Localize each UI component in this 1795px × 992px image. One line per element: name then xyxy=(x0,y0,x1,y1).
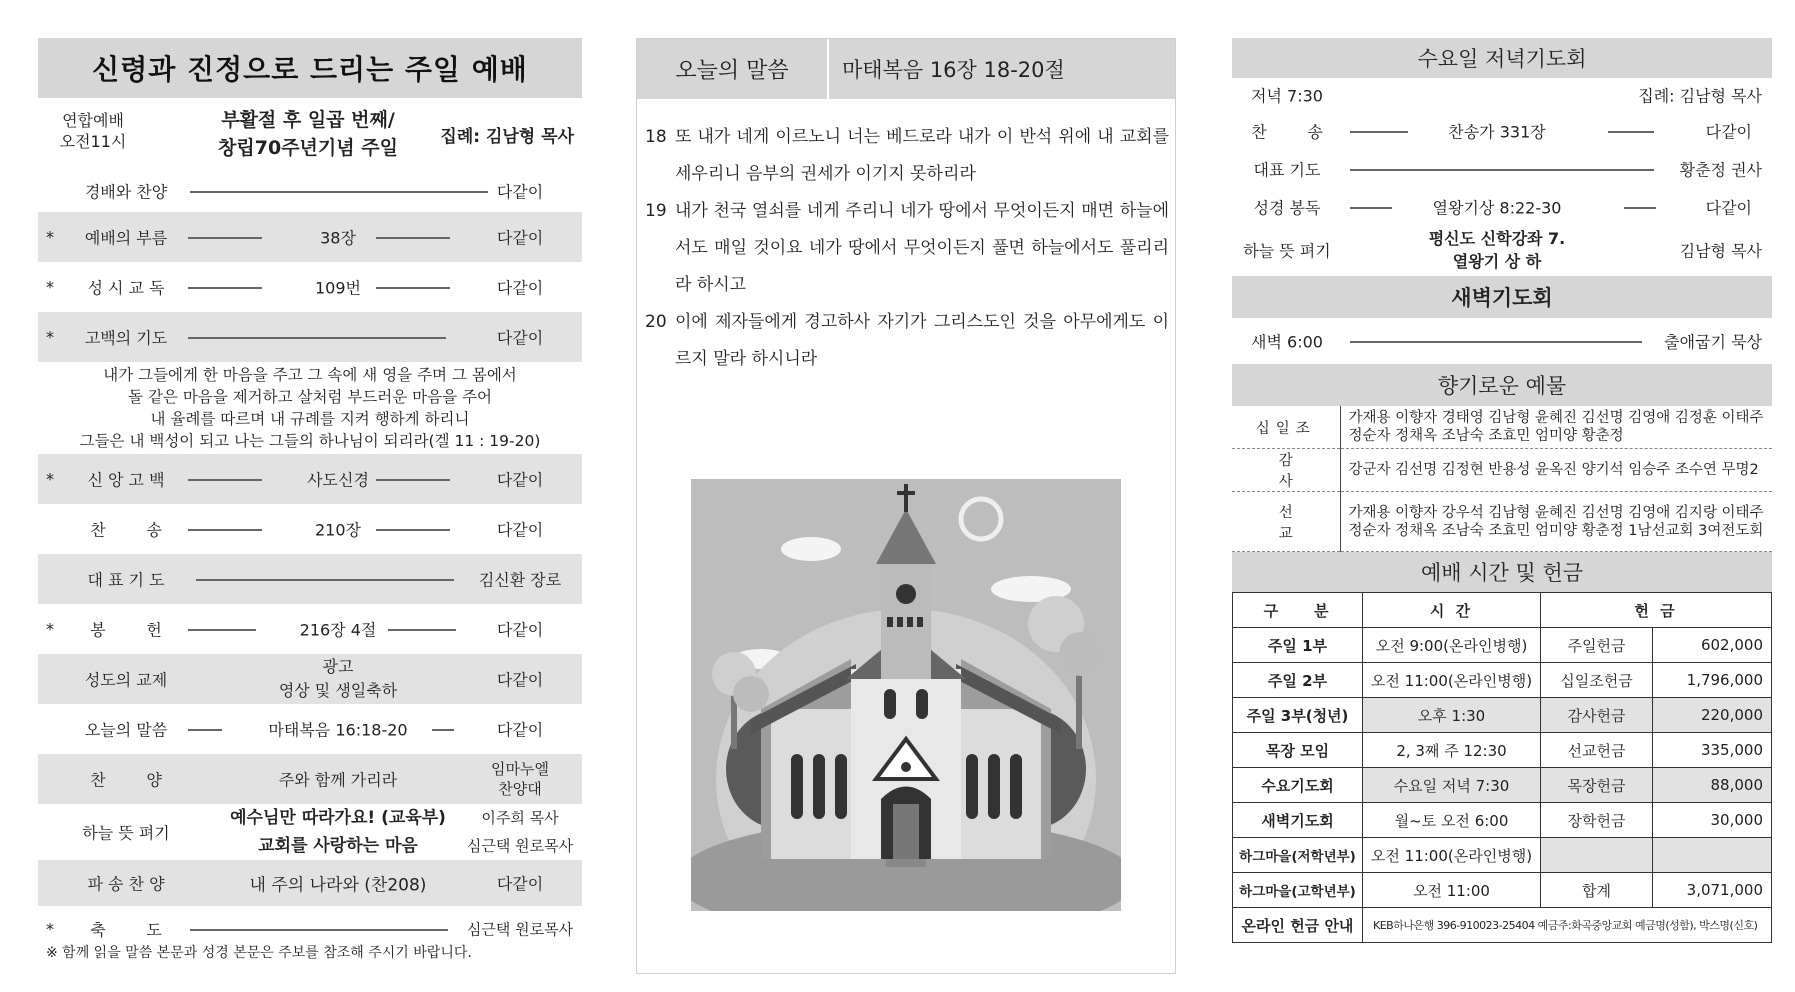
service-theme: 부활절 후 일곱 번째/ 창립70주년기념 주일 xyxy=(218,109,398,159)
divider-line xyxy=(1350,169,1654,171)
divider-line xyxy=(1624,207,1656,209)
verse: 20 이에 제자들에게 경고하사 자기가 그리스도인 것을 아무에게도 이르지 말라 하시니라 xyxy=(645,312,1169,369)
church-illustration-icon xyxy=(691,479,1121,911)
order-item: 하늘 뜻 펴기 예수님만 따라가요! (교육부) 교회를 사랑하는 마음 이주희 목사 심근택 원로목사 xyxy=(82,808,574,856)
order-item: * 신 앙 고 백 사도신경 다같이 xyxy=(38,454,582,504)
wednesday-item: 성경 봉독 열왕기상 8:22-30 다같이 xyxy=(1253,198,1752,218)
order-item: 파 송 찬 양 내 주의 나라와 (찬208) 다같이 xyxy=(38,860,582,906)
table-row: 온라인 헌금 안내 KEB하나은행 396-910023-25404 예금주:화곡중앙교회 예금명(성함), 박스명(신호) xyxy=(1233,908,1772,943)
order-item: 대 표 기 도 김신환 장로 xyxy=(38,554,582,604)
scripture-text xyxy=(637,99,1175,378)
todays-word-title: 오늘의 말씀 xyxy=(675,58,789,84)
table-row: 주일 1부 오전 9:00(온라인병행) 주일헌금 602,000 xyxy=(1233,628,1772,663)
table-row: 목장 모임 2, 3째 주 12:30 선교헌금 335,000 xyxy=(1233,733,1772,768)
table-row: 하그마을(저학년부) 오전 11:00(온라인병행) xyxy=(1233,838,1772,873)
list-item: 십일조 가재용 이향자 경태영 김남형 윤혜진 김선명 김영애 김정훈 이태주 정순자 정채옥 조남숙 조효민 엄미양 황춘정 xyxy=(1232,406,1772,449)
header-divider xyxy=(827,39,829,99)
divider-line xyxy=(196,579,454,581)
sunday-worship-order xyxy=(38,38,582,961)
todays-word-panel xyxy=(636,38,1176,974)
divider-line xyxy=(432,729,454,731)
table-row: 주일 3부(청년) 오후 1:30 감사헌금 220,000 xyxy=(1233,698,1772,733)
confession-verse: 내가 그들에게 한 마음을 주고 그 속에 새 영을 주며 그 몸에서 돌 같은 마음을 제거하고 살처럼 부드러운 마음을 주어 내 율례를 따르며 내 규례를 지켜 행하게 하리니 그들은 내 백성이 되고 나는 그들의 하나님이 되리라(겔 11 : 19-20) xyxy=(79,366,541,450)
wednesday-item: 대표 기도 황춘정 권사 xyxy=(1253,160,1762,180)
verse: 18 또 내가 네게 이르노니 너는 베드로라 내가 이 반석 위에 내 교회를 세우리니 음부의 권세가 이기지 못하리라 xyxy=(645,127,1169,184)
order-item: 찬 송 210장 다같이 xyxy=(90,520,544,540)
worship-table-title: 예배 시간 및 헌금 xyxy=(1232,552,1772,592)
order-item: 오늘의 말씀 마태복음 16:18-20 다같이 xyxy=(84,720,544,740)
divider-line xyxy=(188,337,446,339)
table-header: 구 분 시 간 헌 금 xyxy=(1233,593,1772,628)
verse: 19 내가 천국 열쇠를 네게 주리니 네가 땅에서 무엇이든지 매면 하늘에서도 매일 것이요 네가 땅에서 무엇이든지 풀면 하늘에서도 풀리리라 하시고 xyxy=(645,201,1169,295)
worship-schedule-table xyxy=(1232,592,1772,943)
divider-line xyxy=(1608,131,1654,133)
scripture-reference: 마태복음 16장 18-20절 xyxy=(842,58,1065,82)
table-row: 새벽기도회 월~토 오전 6:00 장학헌금 30,000 xyxy=(1233,803,1772,838)
presider: 집례: 김남형 목사 xyxy=(440,127,574,147)
todays-word-header xyxy=(637,39,1175,99)
divider-line xyxy=(190,929,448,931)
order-item: * 성 시 교 독 109번 다같이 xyxy=(46,277,544,298)
table-row: 주일 2부 오전 11:00(온라인병행) 십일조헌금 1,796,000 xyxy=(1233,663,1772,698)
service-type: 연합예배 오전11시 xyxy=(59,111,127,151)
wednesday-prayer-title: 수요일 저녁기도회 xyxy=(1232,38,1772,78)
order-item: 경배와 찬양 다같이 xyxy=(84,182,544,202)
offerings-title: 향기로운 예물 xyxy=(1232,364,1772,406)
weekly-info-panel xyxy=(1232,38,1772,943)
footnote: ※ 함께 읽을 말씀 본문과 성경 본문은 주보를 참조해 주시기 바랍니다. xyxy=(46,945,472,961)
dawn-prayer-title: 새벽기도회 xyxy=(1232,276,1772,318)
list-item: 선교 가재용 이향자 강우석 김남형 윤혜진 김선명 김영애 김지랑 이태주 정순자 정채옥 조남숙 조효민 엄미양 황춘정 1남선교회 3여전도회 xyxy=(1232,492,1772,552)
service-header xyxy=(38,98,582,170)
wednesday-sermon-row: 하늘 뜻 펴기 평신도 신학강좌 7. 열왕기 상 하 김남형 목사 xyxy=(1243,229,1762,271)
dawn-row: 새벽 6:00 출애굽기 묵상 xyxy=(1251,332,1762,352)
order-item: 찬 양 주와 함께 가리라 임마누엘 찬양대 xyxy=(38,754,582,804)
table-row: 하그마을(고학년부) 오전 11:00 합계 3,071,000 xyxy=(1233,873,1772,908)
offerings-list xyxy=(1232,406,1772,552)
order-item: 성도의 교제 광고 영상 및 생일축하 다같이 xyxy=(38,654,582,704)
wednesday-item: 찬 송 찬송가 331장 다같이 xyxy=(1251,122,1752,142)
divider-line xyxy=(376,237,450,239)
divider-line xyxy=(388,629,456,631)
order-item: * 봉 헌 216장 4절 다같이 xyxy=(46,619,544,640)
table-row: 수요기도회 수요일 저녁 7:30 목장헌금 88,000 xyxy=(1233,768,1772,803)
wednesday-time-row: 저녁 7:30 집례: 김남형 목사 xyxy=(1251,86,1762,106)
divider-line xyxy=(1350,341,1642,343)
divider-line xyxy=(376,287,450,289)
order-item: * 축 도 심근택 원로목사 xyxy=(46,919,574,940)
worship-title: 신령과 진정으로 드리는 주일 예배 xyxy=(38,38,582,98)
divider-line xyxy=(376,479,450,481)
divider-line xyxy=(190,191,488,193)
order-item: * 예배의 부름 38장 다같이 xyxy=(38,212,582,262)
order-item: * 고백의 기도 다같이 xyxy=(38,312,582,362)
divider-line xyxy=(376,529,450,531)
list-item: 감사 강군자 김선명 김정현 반용성 윤옥진 양기석 임승주 조수연 무명2 xyxy=(1232,449,1772,492)
